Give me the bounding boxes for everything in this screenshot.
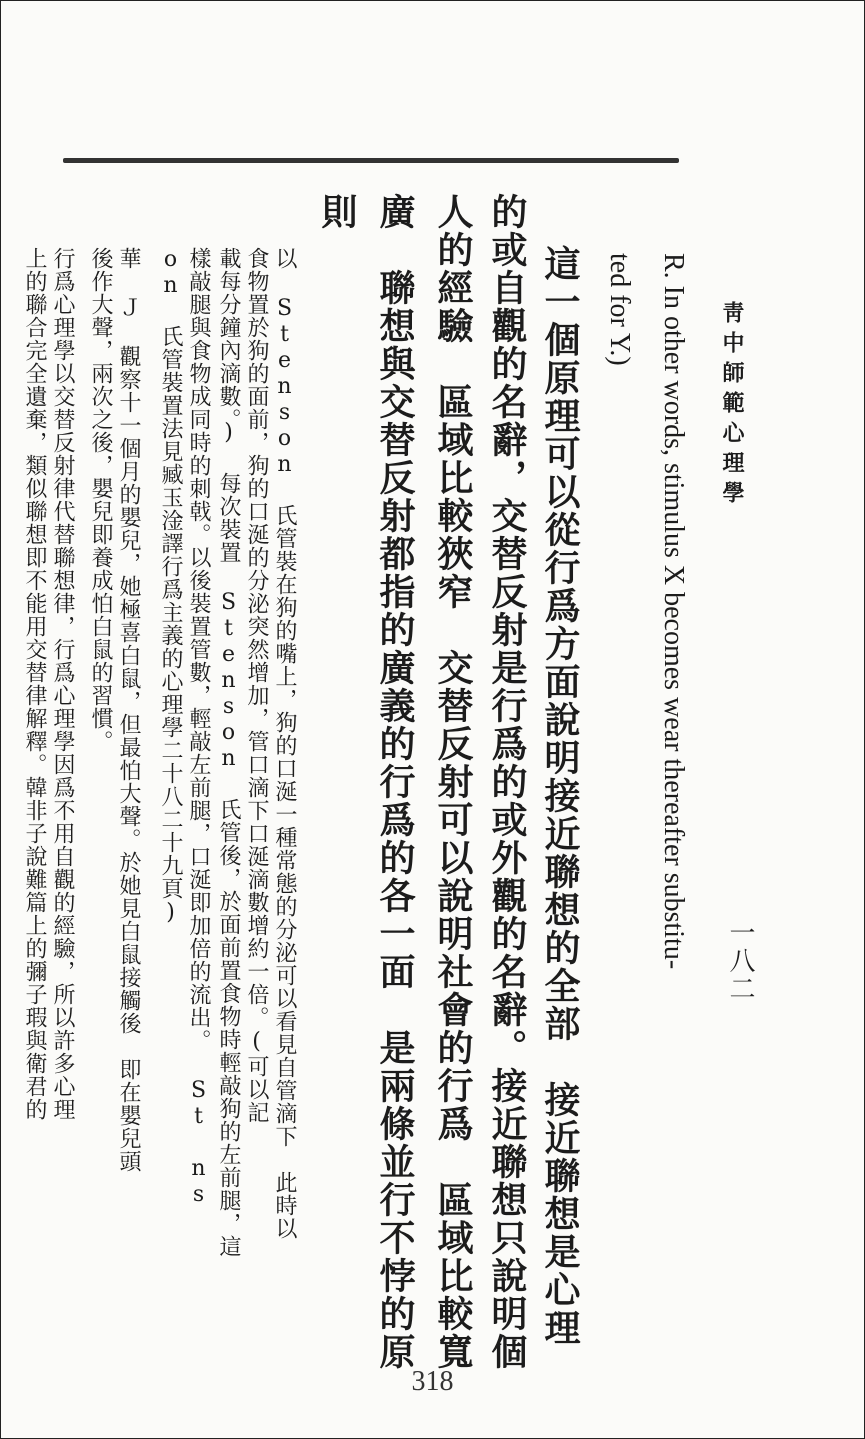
note-line-5: on 氏管裝置法見臧玉淦譯行爲主義的心理學二十八二十九頁) <box>158 247 183 926</box>
note-line-3: 載每分鐘內滴數。) 每次裝置 Stenson 氏管後，於面前置食物時輕敲狗的左前腿，這 <box>216 247 241 1258</box>
chinese-page-number: 一八二 <box>725 919 755 1003</box>
header-rule <box>63 158 679 163</box>
running-title: 靑中師範心理學 <box>719 301 745 511</box>
note-line-2: 食物置於狗的面前，狗的口涎的分泌突然增加，管口滴下口涎滴數增約一倍。(可以記 <box>244 247 269 1124</box>
page-number: 318 <box>411 1366 454 1397</box>
note-line-1: 以 Stenson 氏管裝在狗的嘴上，狗的口涎一種常態的分泌可以看見自管滴下 此時以 <box>272 247 297 1240</box>
note-line-4: 樣敲腿與食物成同時的刺戟。以後裝置管數，輕敲左前腿，口涎即加倍的流出。 St ns <box>186 247 211 1208</box>
note-line-7: 後作大聲，兩次之後，嬰兒即養成怕白鼠的習慣。 <box>88 247 113 753</box>
main-line-7: 則 <box>316 193 358 231</box>
note-line-8: 行爲心理學以交替反射律代替聯想律，行爲心理學因爲不用自觀的經驗，所以許多心理 <box>50 247 75 1121</box>
main-line-6: 廣 聯想與交替反射都指的廣義的行爲的各一面 是兩條並行不悖的原 <box>374 193 416 1371</box>
note-line-6: 華 Ｊ 觀察十一個月的嬰兒，她極喜白鼠，但最怕大聲。於她見白鼠接觸後 即在嬰兒頭 <box>116 247 141 1173</box>
main-line-3: 這一個原理可以從行爲方面說明接近聯想的全部 接近聯想是心理 <box>539 245 581 1347</box>
note-line-9: 上的聯合完全遺棄，類似聯想即不能用交替律解釋。韓非子說難篇上的彌子瑕與衛君的 <box>22 247 47 1121</box>
main-line-4: 的或自觀的名辭，交替反射是行爲的或外觀的名辭。接近聯想只說明個 <box>486 193 528 1371</box>
main-line-2: ted for Y.) <box>604 253 635 366</box>
main-line-1: R. In other words, stimulus X becomes wear thereafter substitu- <box>658 253 689 970</box>
main-line-5: 人的經驗 區域比較狹窄 交替反射可以說明社會的行爲 區域比較寬 <box>432 193 474 1371</box>
